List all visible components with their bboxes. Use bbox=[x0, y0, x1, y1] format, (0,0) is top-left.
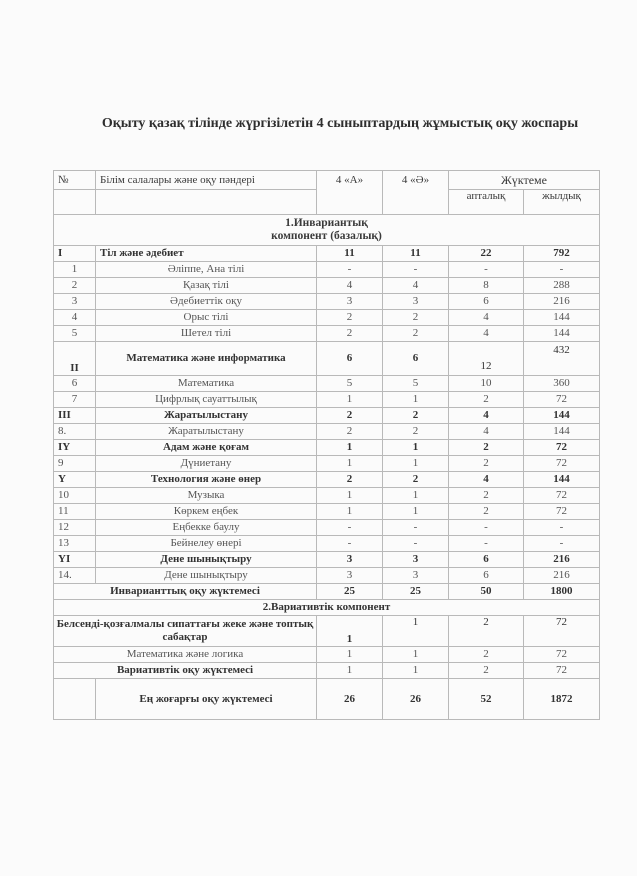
table-row: 13 Бейнелеу өнері - - - - bbox=[54, 536, 600, 552]
table-row: 4 Орыс тілі 2 2 4 144 bbox=[54, 310, 600, 326]
header-load: Жүктеме bbox=[449, 171, 600, 190]
table-row: II Математика және информатика 6 6 12 432 bbox=[54, 342, 600, 376]
table-row: I Тіл және әдебиет 11 11 22 792 bbox=[54, 246, 600, 262]
table-row: 6 Математика 5 5 10 360 bbox=[54, 376, 600, 392]
table-row: 5 Шетел тілі 2 2 4 144 bbox=[54, 326, 600, 342]
table-row: Математика және логика 1 1 2 72 bbox=[54, 647, 600, 663]
header-class-a: 4 «А» bbox=[317, 171, 383, 215]
header-no: № bbox=[54, 171, 96, 190]
curriculum-table bbox=[53, 170, 600, 720]
table-row: IY Адам және қоғам 1 1 2 72 bbox=[54, 440, 600, 456]
table-row: III Жаратылыстану 2 2 4 144 bbox=[54, 408, 600, 424]
section-invariant bbox=[54, 215, 600, 246]
section-variative: 2.Вариативтік компонент bbox=[54, 600, 600, 616]
table-row: 7 Цифрлық сауаттылық 1 1 2 72 bbox=[54, 392, 600, 408]
table-row: 12 Еңбекке баулу - - - - bbox=[54, 520, 600, 536]
table-row: 9 Дүниетану 1 1 2 72 bbox=[54, 456, 600, 472]
max-total-row: Ең жоғарғы оқу жүктемесі 26 26 52 1872 bbox=[54, 679, 600, 720]
table-row: 8. Жаратылыстану 2 2 4 144 bbox=[54, 424, 600, 440]
header-subject: Білім салалары және оқу пәндері bbox=[96, 171, 317, 190]
header-class-ae: 4 «Ә» bbox=[383, 171, 449, 215]
invariant-total-row: Инварианттық оқу жүктемесі 25 25 50 1800 bbox=[54, 584, 600, 600]
table-row: Y Технология және өнер 2 2 4 144 bbox=[54, 472, 600, 488]
document-title: Оқыту қазақ тілінде жүргізілетін 4 сыныптардың жұмыстық оқу жоспары bbox=[101, 116, 579, 131]
header-yearly: жылдық bbox=[524, 190, 600, 215]
table-row: 1 Әліппе, Ана тілі - - - - bbox=[54, 262, 600, 278]
table-row: 2 Қазақ тілі 4 4 8 288 bbox=[54, 278, 600, 294]
table-row: 11 Көркем еңбек 1 1 2 72 bbox=[54, 504, 600, 520]
table-row: 10 Музыка 1 1 2 72 bbox=[54, 488, 600, 504]
section-title: 1.Инвариантық компонент (базалық) bbox=[54, 215, 600, 246]
table-row: 3 Әдебиеттік оқу 3 3 6 216 bbox=[54, 294, 600, 310]
table-row: 14. Дене шынықтыру 3 3 6 216 bbox=[54, 568, 600, 584]
table-row: Белсенді-қозғалмалы сипаттағы жеке және топтық сабақтар 1 1 2 72 bbox=[54, 616, 600, 647]
header-row-1 bbox=[54, 171, 600, 190]
table-row: YI Дене шынықтыру 3 3 6 216 bbox=[54, 552, 600, 568]
variative-total-row: Вариативтік оқу жүктемесі 1 1 2 72 bbox=[54, 663, 600, 679]
header-weekly: апталық bbox=[449, 190, 524, 215]
